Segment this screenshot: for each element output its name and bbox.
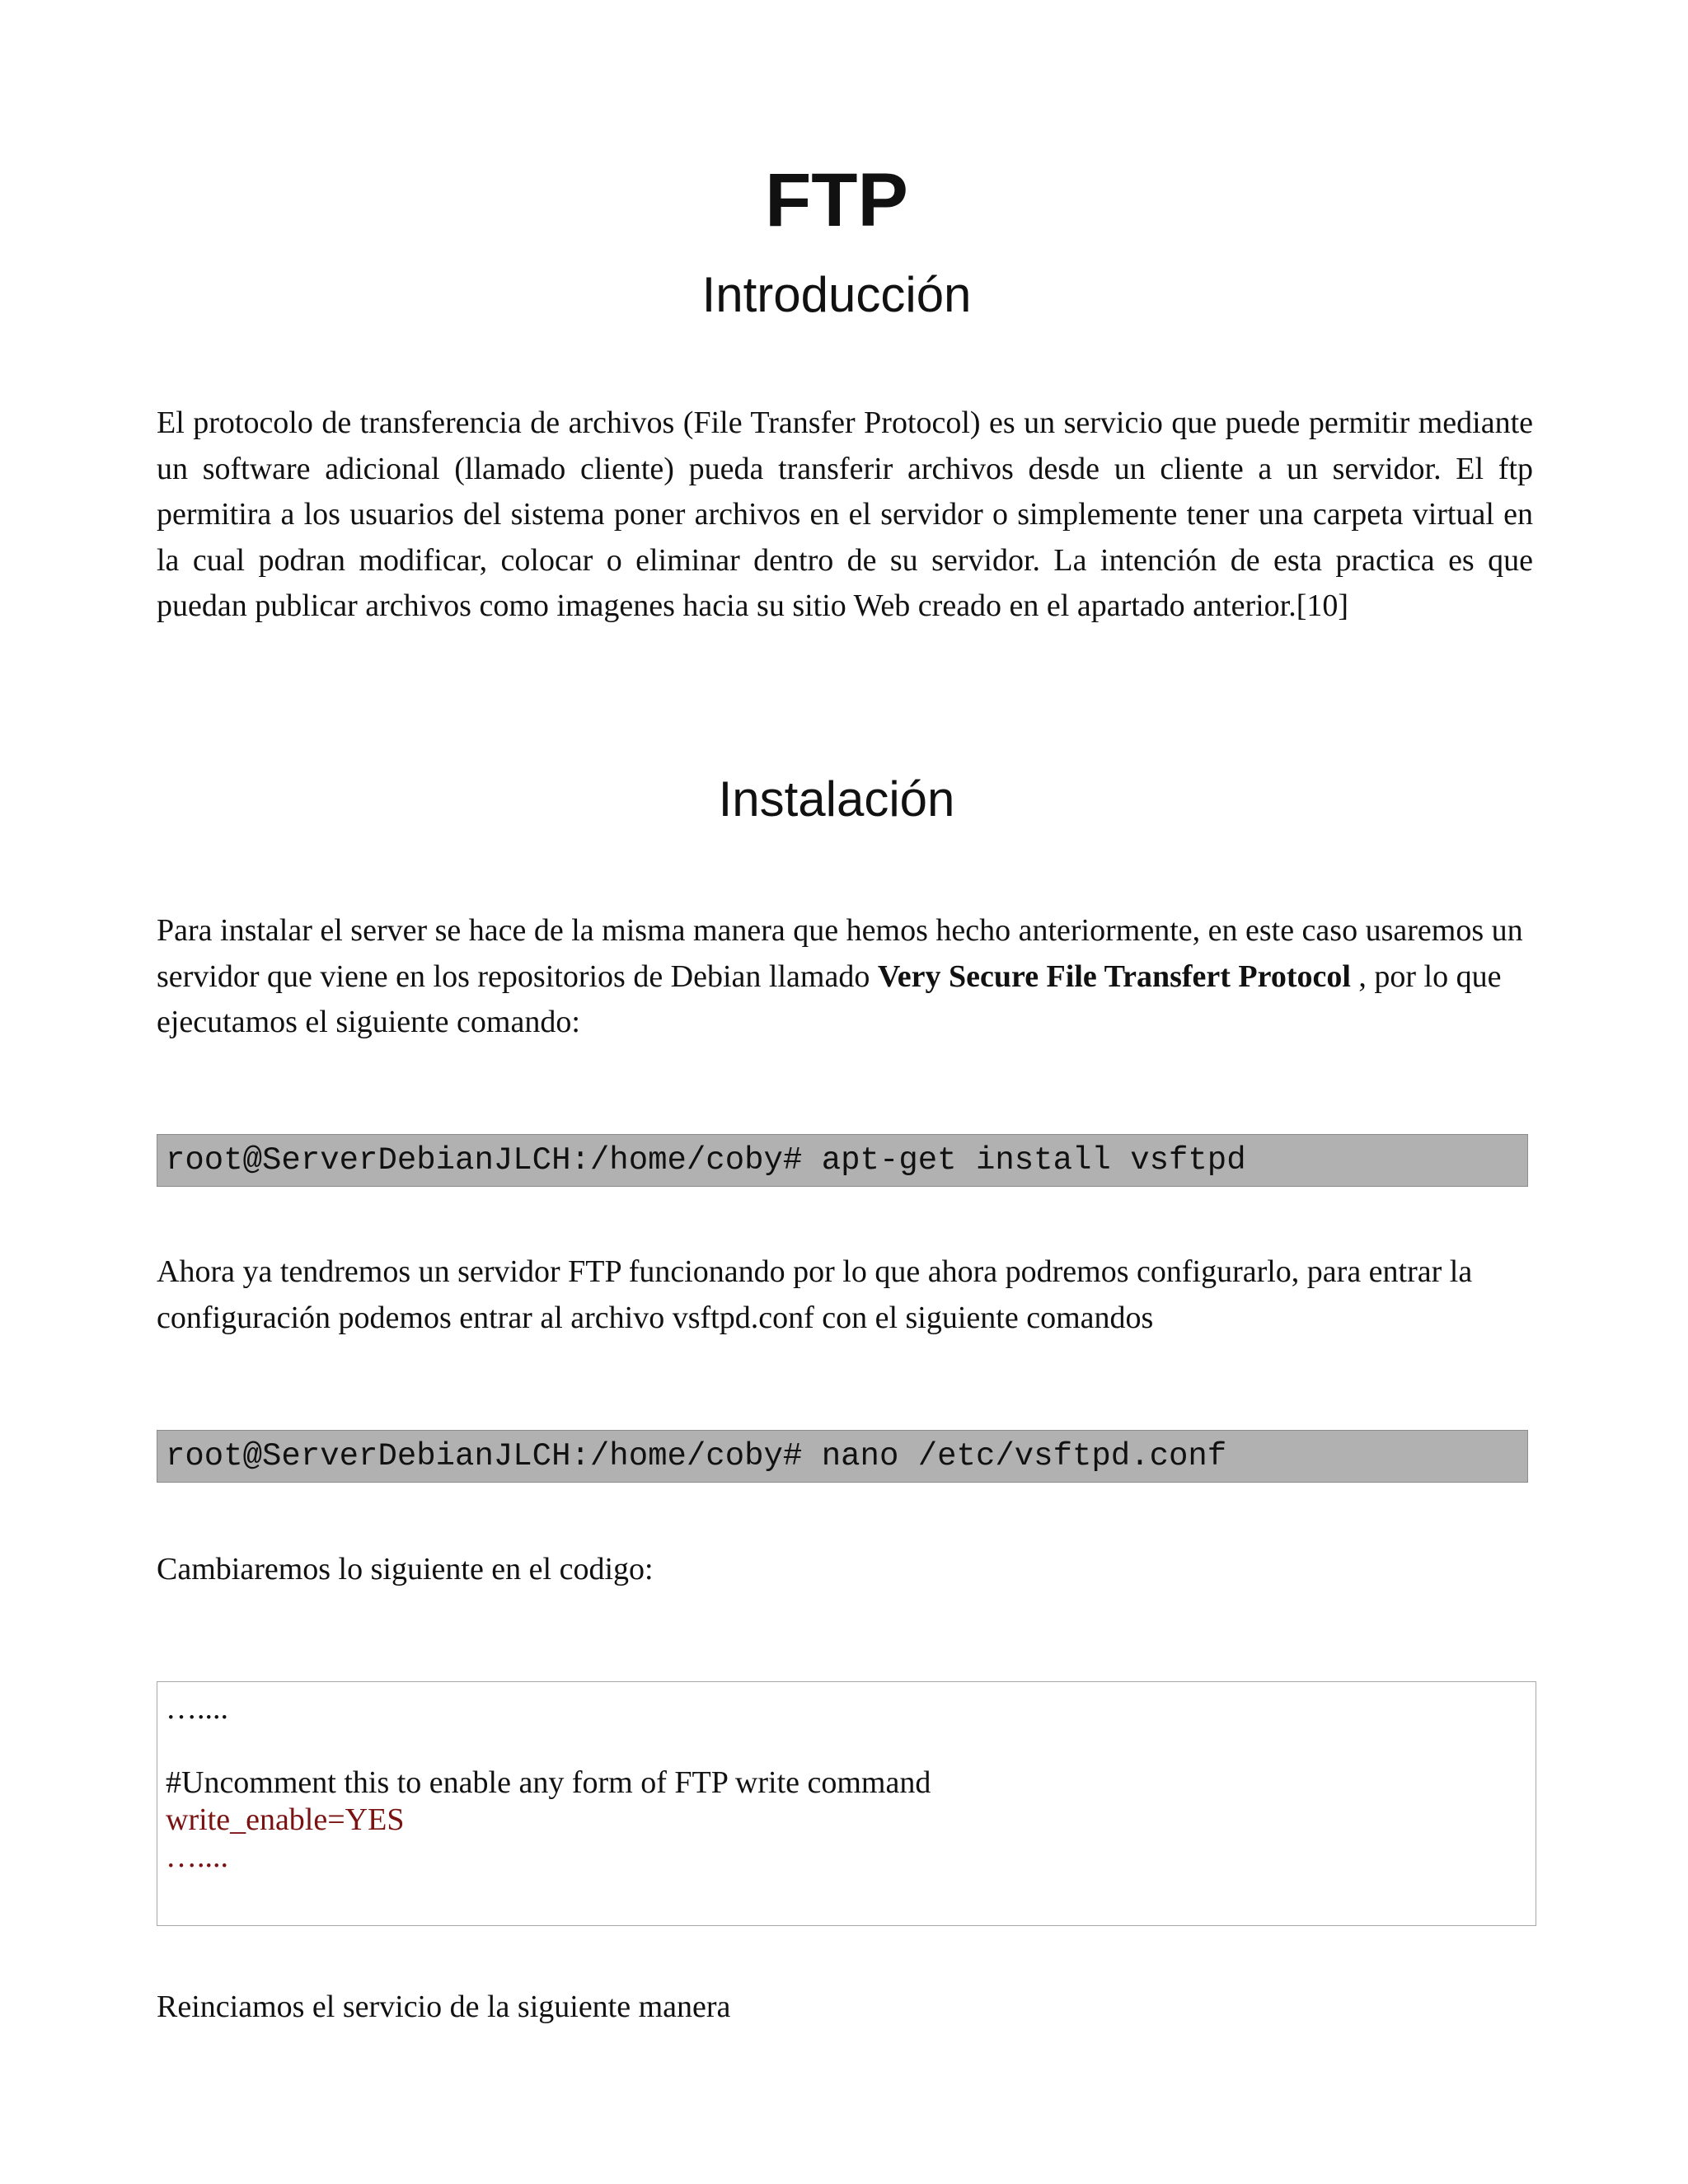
intro-paragraph: El protocolo de transferencia de archivos (File Transfer Protocol) es un servicio que puede permitir mediante un software adicional (llamado cliente) pueda transferir archivos desde un cliente a un servidor. El ftp permitira a los usuarios del sistema poner archivos en el servidor o simplemente tener una carpeta virtual en la cual podran modificar, colocar o eliminar dentro de su servidor. La intención de esta practica es que puedan publicar archivos como imagenes hacia su sitio Web creado en el apartado anterior.[10] bbox=[157, 405, 1533, 623]
install-paragraph-text: Para instalar el server se hace de la misma manera que hemos hecho anteriormente, en este caso usaremos un servidor que viene en los repositorios de Debian llamado bbox=[157, 913, 1523, 994]
code-comment-line: #Uncomment this to enable any form of FTP write command bbox=[166, 1765, 931, 1800]
section-heading-introduccion: Introducción bbox=[701, 267, 972, 322]
code-ellipsis-bottom: ….... bbox=[166, 1840, 228, 1874]
install-paragraph bbox=[157, 908, 1533, 1046]
document-title: FTP bbox=[765, 158, 908, 242]
command-install-block: root@ServerDebianJLCH:/home/coby# apt-get install vsftpd bbox=[157, 1134, 1528, 1187]
install-paragraph-tail: , por lo que ejecutamos el siguiente comando: bbox=[157, 958, 1502, 1039]
section-heading-instalacion: Instalación bbox=[718, 771, 955, 827]
restart-paragraph: Reinciamos el servicio de la siguiente manera bbox=[157, 1990, 731, 2024]
command-edit-block: root@ServerDebianJLCH:/home/coby# nano /etc/vsftpd.conf bbox=[157, 1430, 1528, 1483]
code-ellipsis-top: ….... bbox=[166, 1691, 228, 1726]
code-setting-line: write_enable=YES bbox=[166, 1802, 405, 1837]
change-paragraph: Cambiaremos lo siguiente en el codigo: bbox=[157, 1552, 654, 1586]
code-blank-line bbox=[166, 1727, 1536, 1765]
config-paragraph: Ahora ya tendremos un servidor FTP funcionando por lo que ahora podremos configurarlo, para entrar la configuración podemos entrar al archivo vsftpd.conf con el siguiente comandos bbox=[157, 1254, 1473, 1335]
install-paragraph-bold: Very Secure File Transfert Protocol bbox=[877, 958, 1351, 994]
config-code-box bbox=[157, 1681, 1536, 1926]
